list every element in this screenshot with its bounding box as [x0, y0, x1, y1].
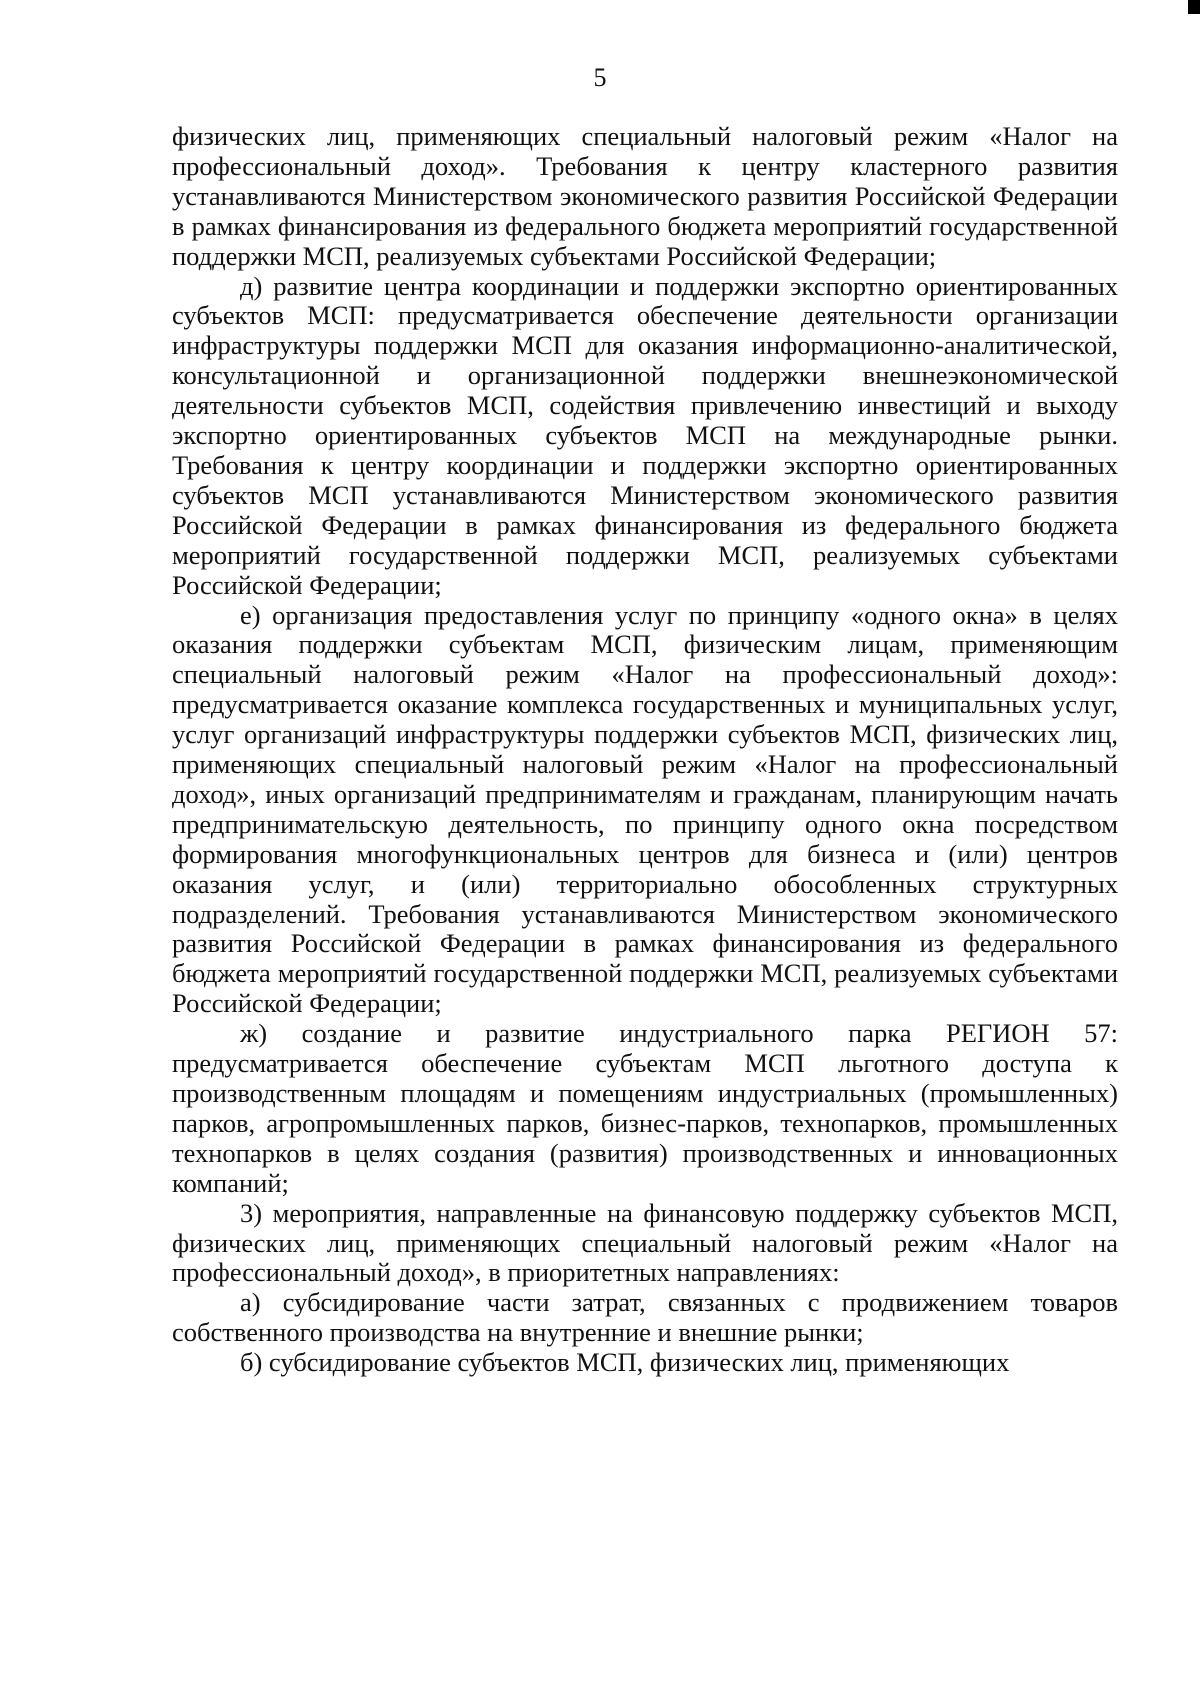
paragraph-continuation: физических лиц, применяющих специальный налоговый режим «Налог на профессиональный доход». Требования к центру кластерного развития устанавливаются Министерством экономического развития Российской Федерации в рамках финансирования из федерального бюджета мероприятий государственной поддержки МСП, реализуемых субъектами Российской Федерации; — [172, 121, 1118, 271]
page-number: 5 — [593, 63, 607, 92]
paragraph-item-zh: ж) создание и развитие индустриального парка РЕГИОН 57: предусматривается обеспечение субъектам МСП льготного доступа к производственным площадям и помещениям индустриальных (промышленных) парков, агропромышленных парков, бизнес-парков, технопарков, промышленных технопарков в целях создания (развития) производственных и инновационных компаний; — [172, 1018, 1118, 1198]
paragraph-item-b: б) субсидирование субъектов МСП, физических лиц, применяющих — [240, 1347, 1010, 1378]
paragraph-item-e: е) организация предоставления услуг по принципу «одного окна» в целях оказания поддержки субъектам МСП, физическим лицам, применяющим специальный налоговый режим «Налог на профессиональный доход»: предусматривается оказание комплекса государственных и муниципальных услуг, услуг организаций инфраструктуры поддержки субъектов МСП, физических лиц, применяющих специальный налоговый режим «Налог на профессиональный доход», иных организаций предпринимателям и гражданам, планирующим начать предпринимательскую деятельность, по принципу одного окна посредством формирования многофункциональных центров для бизнеса и (или) центров оказания услуг, и (или) территориально обособленных структурных подразделений. Требования устанавливаются Министерством экономического развития Российской Федерации в рамках финансирования из федерального бюджета мероприятий государственной поддержки МСП, реализуемых субъектами Российской Федерации; — [172, 599, 1118, 1019]
paragraph-item-d: д) развитие центра координации и поддержки экспортно ориентированных субъектов МСП: предусматривается обеспечение деятельности организации инфраструктуры поддержки МСП для оказания информационно-аналитической, консультационной и организационной поддержки внешнеэкономической деятельности субъектов МСП, содействия привлечению инвестиций и выходу экспортно ориентированных субъектов МСП на международные рынки. Требования к центру координации и поддержки экспортно ориентированных субъектов МСП устанавливаются Министерством экономического развития Российской Федерации в рамках финансирования из федерального бюджета мероприятий государственной поддержки МСП, реализуемых субъектами Российской Федерации; — [172, 270, 1118, 600]
scan-corner-mark — [1188, 0, 1200, 14]
document-body — [172, 122, 1118, 1378]
paragraph-item-3: 3) мероприятия, направленные на финансовую поддержку субъектов МСП, физических лиц, применяющих специальный налоговый режим «Налог на профессиональный доход», в приоритетных направлениях: — [172, 1197, 1118, 1288]
paragraph-item-a: а) субсидирование части затрат, связанных с продвижением товаров собственного производства на внутренние и внешние рынки; — [172, 1287, 1118, 1348]
